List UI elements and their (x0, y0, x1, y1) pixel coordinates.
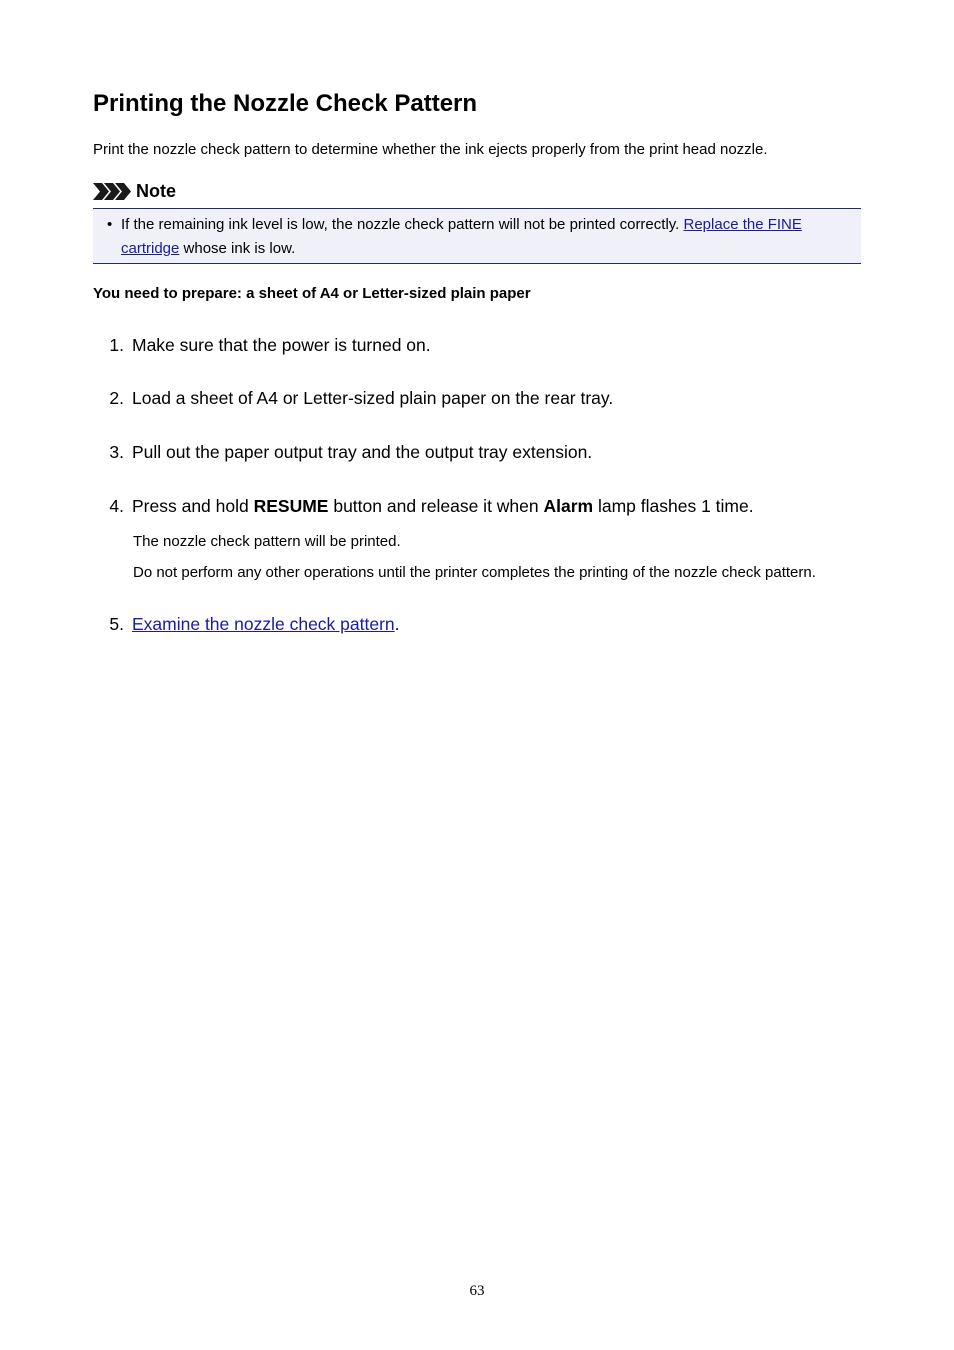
step-text-part: Press and hold (132, 496, 254, 516)
resume-button-name: RESUME (253, 496, 329, 516)
alarm-lamp-name: Alarm (543, 496, 594, 516)
step-number: 2. (109, 388, 124, 408)
intro-paragraph: Print the nozzle check pattern to determine whether the ink ejects properly from the print head nozzle. (93, 141, 768, 158)
note-text-end: whose ink is low. (179, 240, 296, 257)
note-label: Note (136, 181, 176, 201)
step-text: Load a sheet of A4 or Letter-sized plain paper on the rear tray. (132, 388, 614, 408)
step-text (132, 612, 400, 636)
step-number: 1. (109, 335, 124, 355)
step-number: 5. (109, 614, 124, 634)
note-arrows-icon (93, 183, 131, 200)
step-text-part: lamp flashes 1 time. (593, 496, 754, 516)
step-text-period: . (394, 614, 400, 634)
note-text (121, 213, 856, 261)
note-header (93, 180, 176, 202)
step-4-detail-printed: The nozzle check pattern will be printed. (133, 533, 401, 550)
replace-fine-cartridge-link[interactable]: Replace the FINE cartridge (121, 216, 802, 257)
page-title: Printing the Nozzle Check Pattern (93, 90, 478, 117)
step-text (132, 494, 754, 518)
step-text-part: button and release it when (328, 496, 544, 516)
note-bullet: • (107, 216, 113, 233)
step-text: Pull out the paper output tray and the output tray extension. (132, 442, 593, 462)
note-box (93, 208, 861, 264)
step-text: Make sure that the power is turned on. (132, 335, 431, 355)
page-number: 63 (469, 1283, 485, 1299)
step-4-detail-warning: Do not perform any other operations until the printer completes the printing of the nozzle check pattern. (133, 564, 816, 581)
prepare-heading: You need to prepare: a sheet of A4 or Letter-sized plain paper (93, 285, 531, 302)
step-number: 4. (109, 496, 124, 516)
note-text-start: If the remaining ink level is low, the nozzle check pattern will not be printed correctly. (121, 216, 684, 233)
examine-nozzle-check-pattern-link[interactable]: Examine the nozzle check pattern (132, 614, 395, 634)
step-number: 3. (109, 442, 124, 462)
